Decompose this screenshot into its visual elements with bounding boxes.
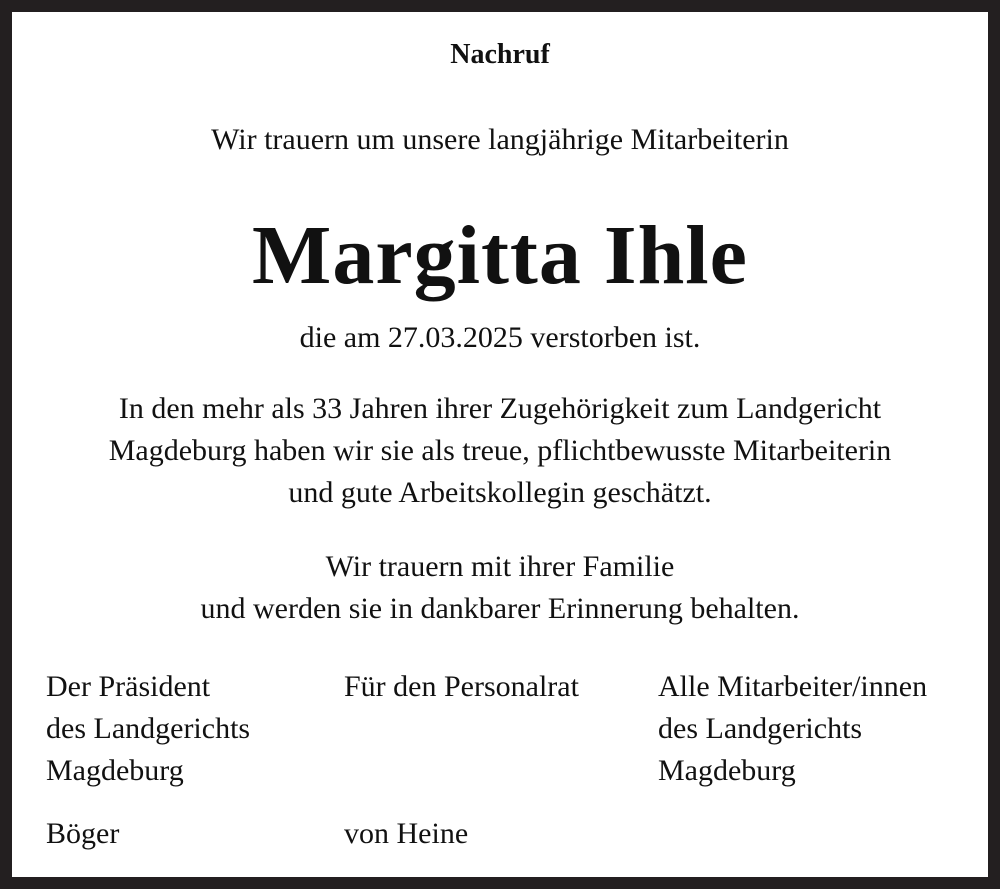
signatory-staff-council: [344, 666, 579, 708]
intro-text: Wir trauern um unsere langjährige Mitarbeiterin: [211, 123, 789, 156]
notice-heading: Nachruf: [450, 39, 550, 70]
signer-name-president: Böger: [46, 817, 120, 850]
signatory-line: Magdeburg: [46, 754, 184, 787]
mourning-line: Wir trauern mit ihrer Familie: [325, 550, 675, 583]
signatory-all-staff: [658, 666, 927, 792]
signatory-line: Für den Personalrat: [344, 670, 579, 703]
signer-name-staff-council: von Heine: [344, 817, 469, 850]
mourning-line: und werden sie in dankbarer Erinnerung behalten.: [200, 592, 800, 625]
tribute-line: und gute Arbeitskollegin geschätzt.: [288, 476, 712, 509]
signatory-line: Der Präsident: [46, 670, 211, 703]
signatory-line: des Landgerichts: [46, 712, 251, 745]
signatory-line: Magdeburg: [658, 754, 796, 787]
tribute-line: In den mehr als 33 Jahren ihrer Zugehörigkeit zum Landgericht: [118, 392, 882, 425]
deceased-name: Margitta Ihle: [252, 209, 748, 302]
signatory-line: Alle Mitarbeiter/innen: [658, 670, 928, 703]
tribute-paragraph: [12, 388, 988, 514]
signatory-president: [46, 666, 250, 792]
date-of-death-text: die am 27.03.2025 verstorben ist.: [299, 321, 701, 354]
signatory-line: des Landgerichts: [658, 712, 863, 745]
mourning-paragraph: [12, 546, 988, 630]
tribute-line: Magdeburg haben wir sie als treue, pflichtbewusste Mitarbeiterin: [108, 434, 892, 467]
